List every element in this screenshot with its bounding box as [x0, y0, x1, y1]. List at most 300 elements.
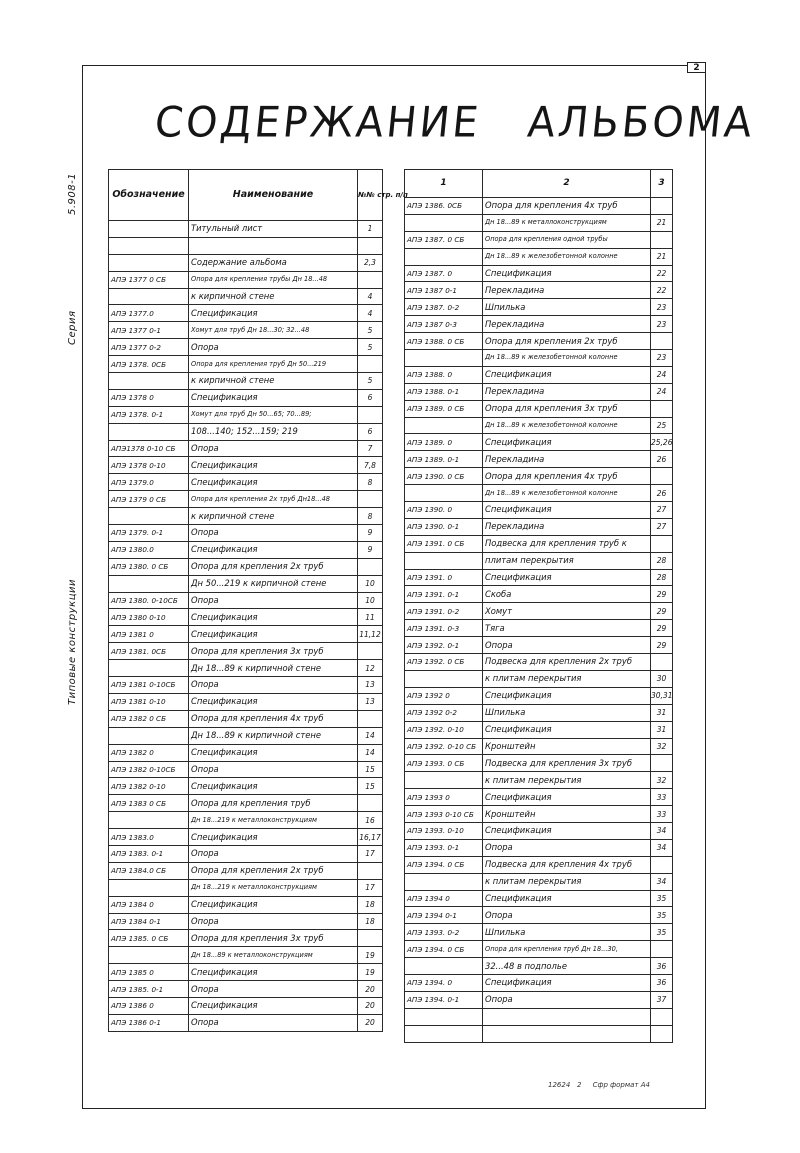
page-cell: 16,17: [358, 829, 383, 846]
name-cell: Спецификация: [483, 434, 651, 451]
name-cell: Опора: [189, 1014, 358, 1031]
designation-cell: АПЭ 1377 0-1: [109, 322, 189, 339]
designation-cell: АПЭ 1386 0-1: [109, 1014, 189, 1031]
table-row: [405, 485, 673, 502]
designation-cell: АПЭ 1384 0-1: [109, 913, 189, 930]
designation-cell: АПЭ 1387 0-1: [405, 282, 483, 299]
page-cell: 6: [358, 423, 383, 440]
page-cell: [358, 710, 383, 727]
designation-cell: АПЭ 1394. 0 СБ: [405, 941, 483, 958]
name-cell: [189, 237, 358, 254]
designation-cell: АПЭ 1383 0 СБ: [109, 795, 189, 812]
page-cell: 22: [651, 282, 673, 299]
designation-cell: АПЭ 1390. 0: [405, 502, 483, 519]
designation-cell: [405, 214, 483, 231]
page-cell: 20: [358, 997, 383, 1014]
page-cell: [358, 237, 383, 254]
name-cell: Опора для крепления 4х труб: [189, 710, 358, 727]
designation-cell: АПЭ 1392. 0-10 СБ: [405, 738, 483, 755]
table-row: [405, 535, 673, 552]
designation-cell: [109, 373, 189, 390]
name-cell: 32...48 в подполье: [483, 958, 651, 975]
table-row: [405, 603, 673, 620]
designation-cell: АПЭ 1384 0: [109, 896, 189, 913]
table-row: [405, 248, 673, 265]
name-cell: Дн 18...219 к металлоконструкциям: [189, 812, 358, 829]
designation-cell: [109, 237, 189, 254]
name-cell: Дн 18...89 к железобетонной колонне: [483, 350, 651, 367]
designation-cell: АПЭ 1392. 0 СБ: [405, 654, 483, 671]
page-cell: 35: [651, 924, 673, 941]
table-row: [109, 1014, 383, 1031]
page-cell: [651, 1008, 673, 1025]
page-cell: 21: [651, 214, 673, 231]
name-cell: Дн 18...219 к металлоконструкциям: [189, 879, 358, 896]
page-cell: 1: [358, 221, 383, 238]
page-cell: 7,8: [358, 457, 383, 474]
designation-cell: АПЭ 1392 0: [405, 687, 483, 704]
table-row: [109, 964, 383, 981]
name-cell: Опора: [483, 991, 651, 1008]
designation-cell: АПЭ 1380. 0-10СБ: [109, 592, 189, 609]
designation-cell: АПЭ 1394. 0-1: [405, 991, 483, 1008]
table-row: [405, 383, 673, 400]
page-cell: 27: [651, 502, 673, 519]
table-row: [405, 198, 673, 215]
name-cell: Дн 18...89 к металлоконструкциям: [483, 214, 651, 231]
page-cell: 29: [651, 637, 673, 654]
table-row: [405, 366, 673, 383]
name-cell: Опора: [189, 761, 358, 778]
name-cell: Спецификация: [189, 389, 358, 406]
page-cell: 22: [651, 265, 673, 282]
name-cell: Хомут: [483, 603, 651, 620]
name-cell: Спецификация: [189, 541, 358, 558]
table-row: [109, 558, 383, 575]
page-cell: 20: [358, 1014, 383, 1031]
footer-format: Сфр формат А4: [592, 1081, 650, 1089]
table-row: [109, 677, 383, 694]
table-row: [109, 221, 383, 238]
designation-cell: АПЭ 1394 0-1: [405, 907, 483, 924]
sheet-number: 2: [687, 62, 706, 73]
page-cell: 23: [651, 299, 673, 316]
name-cell: Спецификация: [189, 778, 358, 795]
name-cell: к кирпичной стене: [189, 288, 358, 305]
designation-cell: АПЭ 1387. 0 СБ: [405, 231, 483, 248]
name-cell: Опора для крепления 4х труб: [483, 468, 651, 485]
page-cell: [358, 406, 383, 423]
name-cell: Дн 18...89 к кирпичной стене: [189, 660, 358, 677]
page-cell: [651, 400, 673, 417]
designation-cell: АПЭ 1392. 0-10: [405, 721, 483, 738]
table-row: [405, 518, 673, 535]
table-row: [109, 913, 383, 930]
name-cell: Опора для крепления труб Дн 50...219: [189, 356, 358, 373]
name-cell: Спецификация: [189, 457, 358, 474]
page-cell: [651, 856, 673, 873]
designation-cell: [405, 552, 483, 569]
table-row: [109, 356, 383, 373]
designation-cell: АПЭ 1382 0-10СБ: [109, 761, 189, 778]
designation-cell: [109, 288, 189, 305]
page-cell: [651, 333, 673, 350]
designation-cell: АПЭ 1393. 0-1: [405, 839, 483, 856]
table-row: [109, 423, 383, 440]
side-series-number: 5.908-1: [67, 172, 78, 215]
page-cell: [651, 941, 673, 958]
page-cell: [358, 795, 383, 812]
name-cell: Опора для крепления 3х труб: [483, 400, 651, 417]
page-cell: [651, 468, 673, 485]
name-cell: Спецификация: [189, 744, 358, 761]
table-row: [405, 214, 673, 231]
table-row: [405, 502, 673, 519]
table-row: [109, 288, 383, 305]
designation-cell: АПЭ 1391. 0 СБ: [405, 535, 483, 552]
page-cell: 23: [651, 316, 673, 333]
name-cell: Титульный лист: [189, 221, 358, 238]
table-row: [405, 924, 673, 941]
page-cell: 11,12: [358, 626, 383, 643]
page-cell: 35: [651, 890, 673, 907]
table-row: [109, 474, 383, 491]
name-cell: Опора: [483, 839, 651, 856]
name-cell: Кронштейн: [483, 806, 651, 823]
name-cell: Скоба: [483, 586, 651, 603]
name-cell: Шпилька: [483, 924, 651, 941]
table-row: [405, 265, 673, 282]
name-cell: Опора: [189, 592, 358, 609]
designation-cell: АПЭ 1387 0-3: [405, 316, 483, 333]
name-cell: Опора для крепления 2х труб: [189, 862, 358, 879]
page-cell: 9: [358, 541, 383, 558]
designation-cell: АПЭ 1389. 0 СБ: [405, 400, 483, 417]
designation-cell: АПЭ 1379. 0-1: [109, 525, 189, 542]
designation-cell: АПЭ 1393. 0-10: [405, 822, 483, 839]
page-cell: [651, 231, 673, 248]
table-row: [109, 744, 383, 761]
designation-cell: АПЭ 1377.0: [109, 305, 189, 322]
designation-cell: АПЭ 1380 0-10: [109, 609, 189, 626]
side-stamp: [64, 125, 78, 705]
name-cell: Опора: [189, 339, 358, 356]
designation-cell: АПЭ 1385 0: [109, 964, 189, 981]
page-cell: 12: [358, 660, 383, 677]
name-cell: Спецификация: [483, 569, 651, 586]
designation-cell: [109, 727, 189, 744]
designation-cell: АПЭ 1391. 0-3: [405, 620, 483, 637]
table-row: [405, 941, 673, 958]
designation-cell: [405, 1008, 483, 1025]
designation-cell: АПЭ 1379.0: [109, 474, 189, 491]
name-cell: Шпилька: [483, 299, 651, 316]
name-cell: Опора для крепления труб Дн 18...30,: [483, 941, 651, 958]
name-cell: плитам перекрытия: [483, 552, 651, 569]
page-cell: 37: [651, 991, 673, 1008]
name-cell: Подвеска для крепления 4х труб: [483, 856, 651, 873]
page-cell: 34: [651, 873, 673, 890]
name-cell: Спецификация: [483, 265, 651, 282]
designation-cell: АПЭ 1391. 0-2: [405, 603, 483, 620]
designation-cell: АПЭ1378 0-10 СБ: [109, 440, 189, 457]
table-header-row: [405, 170, 673, 198]
table-row: [109, 491, 383, 508]
table-row: [405, 873, 673, 890]
name-cell: к плитам перекрытия: [483, 772, 651, 789]
page-cell: 6: [358, 389, 383, 406]
designation-cell: АПЭ 1379 0 СБ: [109, 491, 189, 508]
name-cell: [483, 1008, 651, 1025]
page-cell: [358, 930, 383, 947]
page-cell: 18: [358, 896, 383, 913]
name-cell: [483, 1025, 651, 1042]
table-row: [405, 400, 673, 417]
designation-cell: АПЭ 1391. 0-1: [405, 586, 483, 603]
table-row: [405, 704, 673, 721]
table-row: [405, 586, 673, 603]
designation-cell: АПЭ 1382 0-10: [109, 778, 189, 795]
designation-cell: АПЭ 1383.0: [109, 829, 189, 846]
designation-cell: АПЭ 1394. 0 СБ: [405, 856, 483, 873]
name-cell: Опора: [189, 440, 358, 457]
page-cell: [358, 491, 383, 508]
page-cell: 28: [651, 569, 673, 586]
name-cell: Подвеска для крепления 2х труб: [483, 654, 651, 671]
page-cell: 15: [358, 778, 383, 795]
designation-cell: [405, 670, 483, 687]
name-cell: Спецификация: [483, 366, 651, 383]
designation-cell: АПЭ 1390. 0-1: [405, 518, 483, 535]
designation-cell: АПЭ 1386 0: [109, 997, 189, 1014]
designation-cell: АПЭ 1382 0 СБ: [109, 710, 189, 727]
name-cell: Перекладина: [483, 518, 651, 535]
designation-cell: [109, 575, 189, 592]
page-cell: 19: [358, 964, 383, 981]
name-cell: Спецификация: [189, 964, 358, 981]
designation-cell: АПЭ 1384.0 СБ: [109, 862, 189, 879]
page-cell: 18: [358, 913, 383, 930]
designation-cell: АПЭ 1386. 0СБ: [405, 198, 483, 215]
designation-cell: АПЭ 1377 0 СБ: [109, 271, 189, 288]
designation-cell: АПЭ 1381 0-10СБ: [109, 677, 189, 694]
page-cell: [651, 755, 673, 772]
designation-cell: АПЭ 1394 0: [405, 890, 483, 907]
page-cell: 4: [358, 305, 383, 322]
table-row: [405, 1008, 673, 1025]
name-cell: Содержание альбома: [189, 254, 358, 271]
page-cell: [358, 862, 383, 879]
name-cell: Опора: [189, 677, 358, 694]
table-row: [109, 575, 383, 592]
name-cell: к плитам перекрытия: [483, 670, 651, 687]
table-row: [405, 417, 673, 434]
name-cell: Опора: [483, 637, 651, 654]
table-row: [109, 525, 383, 542]
designation-cell: АПЭ 1385. 0 СБ: [109, 930, 189, 947]
column-header: Обозначение: [109, 170, 189, 221]
name-cell: Спецификация: [189, 305, 358, 322]
designation-cell: АПЭ 1378 0-10: [109, 457, 189, 474]
table-row: [109, 879, 383, 896]
designation-cell: [405, 1025, 483, 1042]
table-row: [109, 406, 383, 423]
page-cell: 5: [358, 373, 383, 390]
name-cell: Опора для крепления 3х труб: [189, 930, 358, 947]
page-cell: 28: [651, 552, 673, 569]
table-row: [405, 350, 673, 367]
name-cell: Спецификация: [483, 687, 651, 704]
table-row: [405, 772, 673, 789]
name-cell: Дн 18...89 к железобетонной колонне: [483, 248, 651, 265]
designation-cell: [109, 947, 189, 964]
page-cell: 31: [651, 721, 673, 738]
designation-cell: АПЭ 1388. 0: [405, 366, 483, 383]
designation-cell: АПЭ 1381 0: [109, 626, 189, 643]
name-cell: Спецификация: [483, 822, 651, 839]
table-row: [405, 907, 673, 924]
table-row: [109, 845, 383, 862]
name-cell: Опора: [189, 981, 358, 998]
name-cell: Опора: [189, 845, 358, 862]
table-row: [109, 592, 383, 609]
table-row: [109, 237, 383, 254]
name-cell: Спецификация: [483, 789, 651, 806]
table-row: [109, 829, 383, 846]
table-row: [405, 468, 673, 485]
table-row: [405, 738, 673, 755]
page-cell: 29: [651, 586, 673, 603]
page-cell: 30,31: [651, 687, 673, 704]
page-cell: 34: [651, 839, 673, 856]
name-cell: к кирпичной стене: [189, 508, 358, 525]
designation-cell: АПЭ 1388. 0 СБ: [405, 333, 483, 350]
table-row: [109, 643, 383, 660]
designation-cell: АПЭ 1381. 0СБ: [109, 643, 189, 660]
table-row: [405, 299, 673, 316]
designation-cell: АПЭ 1378. 0СБ: [109, 356, 189, 373]
page-cell: 5: [358, 339, 383, 356]
name-cell: Опора: [189, 913, 358, 930]
table-row: [405, 856, 673, 873]
table-row: [109, 693, 383, 710]
table-row: [109, 981, 383, 998]
table-row: [405, 231, 673, 248]
table-header-row: [109, 170, 383, 221]
name-cell: Спецификация: [483, 502, 651, 519]
page-cell: 23: [651, 350, 673, 367]
name-cell: Перекладина: [483, 451, 651, 468]
designation-cell: АПЭ 1389. 0: [405, 434, 483, 451]
page-cell: 4: [358, 288, 383, 305]
name-cell: Тяга: [483, 620, 651, 637]
table-row: [405, 434, 673, 451]
name-cell: Перекладина: [483, 316, 651, 333]
designation-cell: [405, 958, 483, 975]
designation-cell: АПЭ 1383. 0-1: [109, 845, 189, 862]
name-cell: Спецификация: [483, 974, 651, 991]
name-cell: Хомут для труб Дн 50...65; 70...89;: [189, 406, 358, 423]
page-cell: 26: [651, 451, 673, 468]
page-cell: 29: [651, 603, 673, 620]
page-cell: 36: [651, 974, 673, 991]
designation-cell: [405, 248, 483, 265]
designation-cell: [109, 423, 189, 440]
page-cell: 25,26: [651, 434, 673, 451]
table-row: [405, 839, 673, 856]
footer-number: 12624: [548, 1081, 571, 1089]
table-row: [109, 339, 383, 356]
designation-cell: АПЭ 1393 0-10 СБ: [405, 806, 483, 823]
name-cell: Спецификация: [189, 829, 358, 846]
page-cell: [651, 654, 673, 671]
designation-cell: АПЭ 1391. 0: [405, 569, 483, 586]
page-cell: 27: [651, 518, 673, 535]
name-cell: Спецификация: [483, 721, 651, 738]
page-cell: 14: [358, 744, 383, 761]
name-cell: Перекладина: [483, 282, 651, 299]
designation-cell: АПЭ 1387. 0: [405, 265, 483, 282]
table-row: [109, 457, 383, 474]
column-header: 1: [405, 170, 483, 198]
table-row: [405, 282, 673, 299]
name-cell: Спецификация: [483, 890, 651, 907]
table-row: [109, 609, 383, 626]
name-cell: 108...140; 152...159; 219: [189, 423, 358, 440]
designation-cell: АПЭ 1377 0-2: [109, 339, 189, 356]
name-cell: Спецификация: [189, 896, 358, 913]
name-cell: Кронштейн: [483, 738, 651, 755]
table-row: [109, 305, 383, 322]
page-cell: 13: [358, 677, 383, 694]
table-row: [109, 795, 383, 812]
name-cell: к кирпичной стене: [189, 373, 358, 390]
table-row: [109, 997, 383, 1014]
page-cell: 2,3: [358, 254, 383, 271]
page-cell: 19: [358, 947, 383, 964]
table-row: [405, 569, 673, 586]
table-row: [109, 271, 383, 288]
designation-cell: АПЭ 1389. 0-1: [405, 451, 483, 468]
column-header: 2: [483, 170, 651, 198]
designation-cell: АПЭ 1387. 0-2: [405, 299, 483, 316]
name-cell: к плитам перекрытия: [483, 873, 651, 890]
table-row: [109, 626, 383, 643]
page-cell: 36: [651, 958, 673, 975]
name-cell: Дн 18...89 к железобетонной колонне: [483, 417, 651, 434]
name-cell: Опора для крепления 2х труб Дн18...48: [189, 491, 358, 508]
table-row: [405, 806, 673, 823]
designation-cell: АПЭ 1394. 0: [405, 974, 483, 991]
name-cell: Спецификация: [189, 474, 358, 491]
table-row: [109, 862, 383, 879]
table-row: [405, 991, 673, 1008]
page-cell: 33: [651, 789, 673, 806]
table-row: [109, 322, 383, 339]
table-row: [405, 552, 673, 569]
table-row: [109, 389, 383, 406]
name-cell: Опора: [189, 525, 358, 542]
page-cell: 10: [358, 575, 383, 592]
column-header: №№ стр. п/п: [358, 170, 383, 221]
table-row: [109, 947, 383, 964]
designation-cell: [109, 660, 189, 677]
page-cell: 35: [651, 907, 673, 924]
page-cell: [358, 558, 383, 575]
page-cell: [358, 271, 383, 288]
table-row: [405, 721, 673, 738]
name-cell: Спецификация: [189, 693, 358, 710]
